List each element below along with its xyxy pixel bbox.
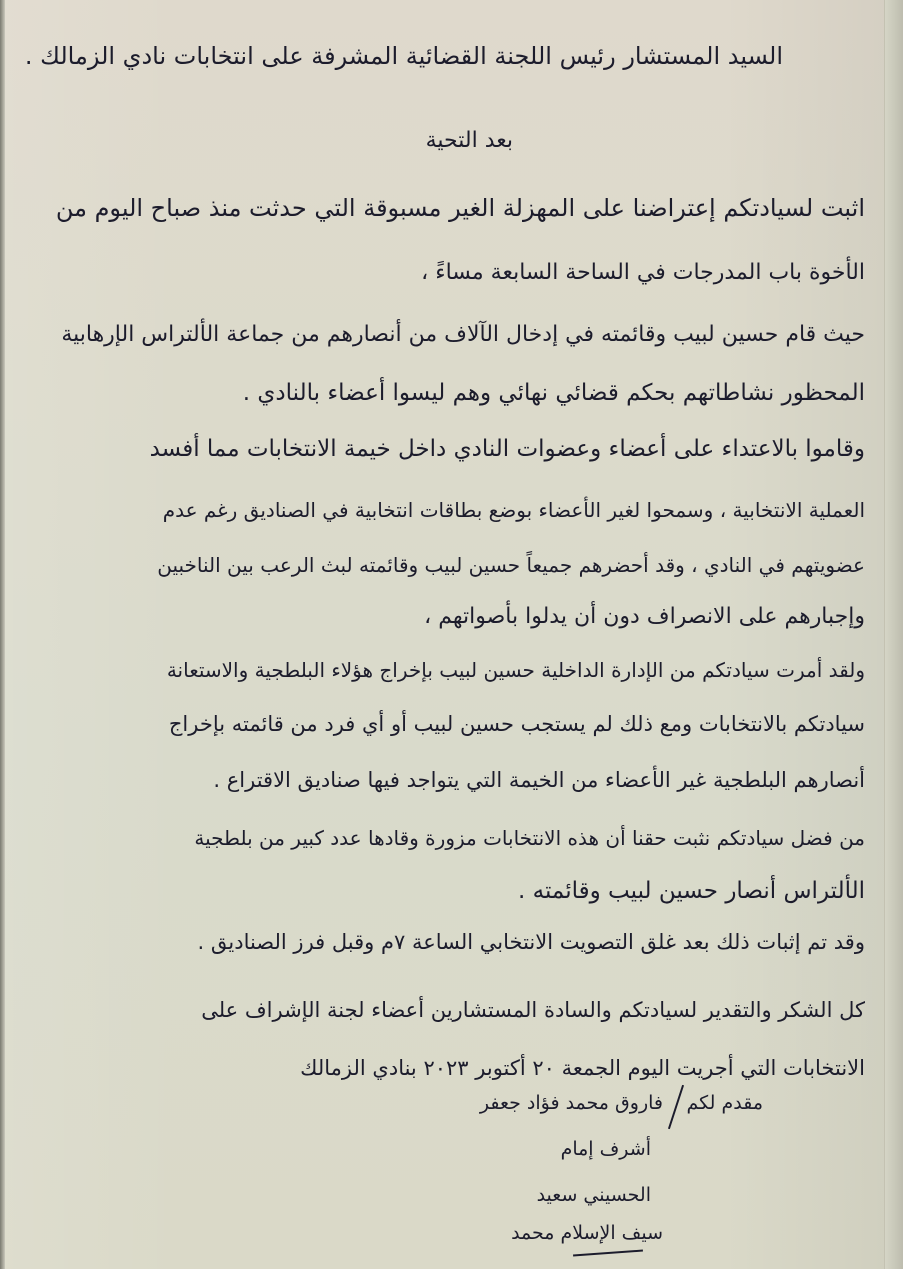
body-line-3: حيث قام حسين لبيب وقائمته في إدخال الآلاف من أنصارهم من جماعة الألتراس الإرهابية bbox=[61, 322, 865, 347]
body-line-2: الأخوة باب المدرجات في الساحة السابعة مساءً ، bbox=[421, 260, 865, 285]
slash-mark bbox=[668, 1085, 684, 1129]
body-line-6: العملية الانتخابية ، وسمحوا لغير الأعضاء بوضع بطاقات انتخابية في الصناديق رغم عدم bbox=[162, 498, 865, 522]
body-line-7: عضويتهم في النادي ، وقد أحضرهم جميعاً حسين لبيب وقائمته لبث الرعب بين الناخبين bbox=[157, 553, 865, 577]
signatory-3: الحسيني سعيد bbox=[536, 1184, 651, 1206]
body-line-16: الانتخابات التي أجريت اليوم الجمعة ٢٠ أكتوبر ٢٠٢٣ بنادي الزمالك bbox=[300, 1056, 865, 1080]
body-line-9: ولقد أمرت سيادتكم من الإدارة الداخلية حسين لبيب بإخراج هؤلاء البلطجية والاستعانة bbox=[166, 658, 865, 682]
signature-underline bbox=[573, 1250, 643, 1257]
salutation: السيد المستشار رئيس اللجنة القضائية المشرفة على انتخابات نادي الزمالك . bbox=[24, 42, 783, 70]
paper-left-edge bbox=[0, 0, 5, 1269]
body-line-4: المحظور نشاطاتهم بحكم قضائي نهائي وهم ليسوا أعضاء بالنادي . bbox=[242, 380, 865, 406]
body-line-1: اثبت لسيادتكم إعتراضنا على المهزلة الغير مسبوقة التي حدثت منذ صباح اليوم من bbox=[55, 194, 865, 222]
signatory-4: سيف الإسلام محمد bbox=[511, 1222, 663, 1244]
paper-right-edge bbox=[884, 0, 903, 1269]
body-line-12: من فضل سيادتكم نثبت حقنا أن هذه الانتخابات مزورة وقادها عدد كبير من بلطجية bbox=[194, 826, 865, 850]
signatory-2: أشرف إمام bbox=[560, 1138, 651, 1160]
body-line-13: الألتراس أنصار حسين لبيب وقائمته . bbox=[518, 878, 865, 904]
signature-lead: مقدم لكم bbox=[686, 1092, 763, 1114]
body-line-5: وقاموا بالاعتداء على أعضاء وعضوات النادي داخل خيمة الانتخابات مما أفسد bbox=[149, 436, 865, 462]
body-line-14: وقد تم إثبات ذلك بعد غلق التصويت الانتخابي الساعة ٧م وقبل فرز الصناديق . bbox=[197, 930, 865, 954]
body-line-15: كل الشكر والتقدير لسيادتكم والسادة المستشارين أعضاء لجنة الإشراف على bbox=[201, 998, 865, 1022]
greeting: بعد التحية bbox=[425, 128, 513, 153]
body-line-10: سيادتكم بالانتخابات ومع ذلك لم يستجب حسين لبيب أو أي فرد من قائمته بإخراج bbox=[168, 712, 865, 736]
signatory-1: فاروق محمد فؤاد جعفر bbox=[479, 1092, 663, 1114]
body-line-11: أنصارهم البلطجية غير الأعضاء من الخيمة التي يتواجد فيها صناديق الاقتراع . bbox=[213, 768, 865, 792]
body-line-8: وإجبارهم على الانصراف دون أن يدلوا بأصواتهم ، bbox=[424, 604, 865, 629]
